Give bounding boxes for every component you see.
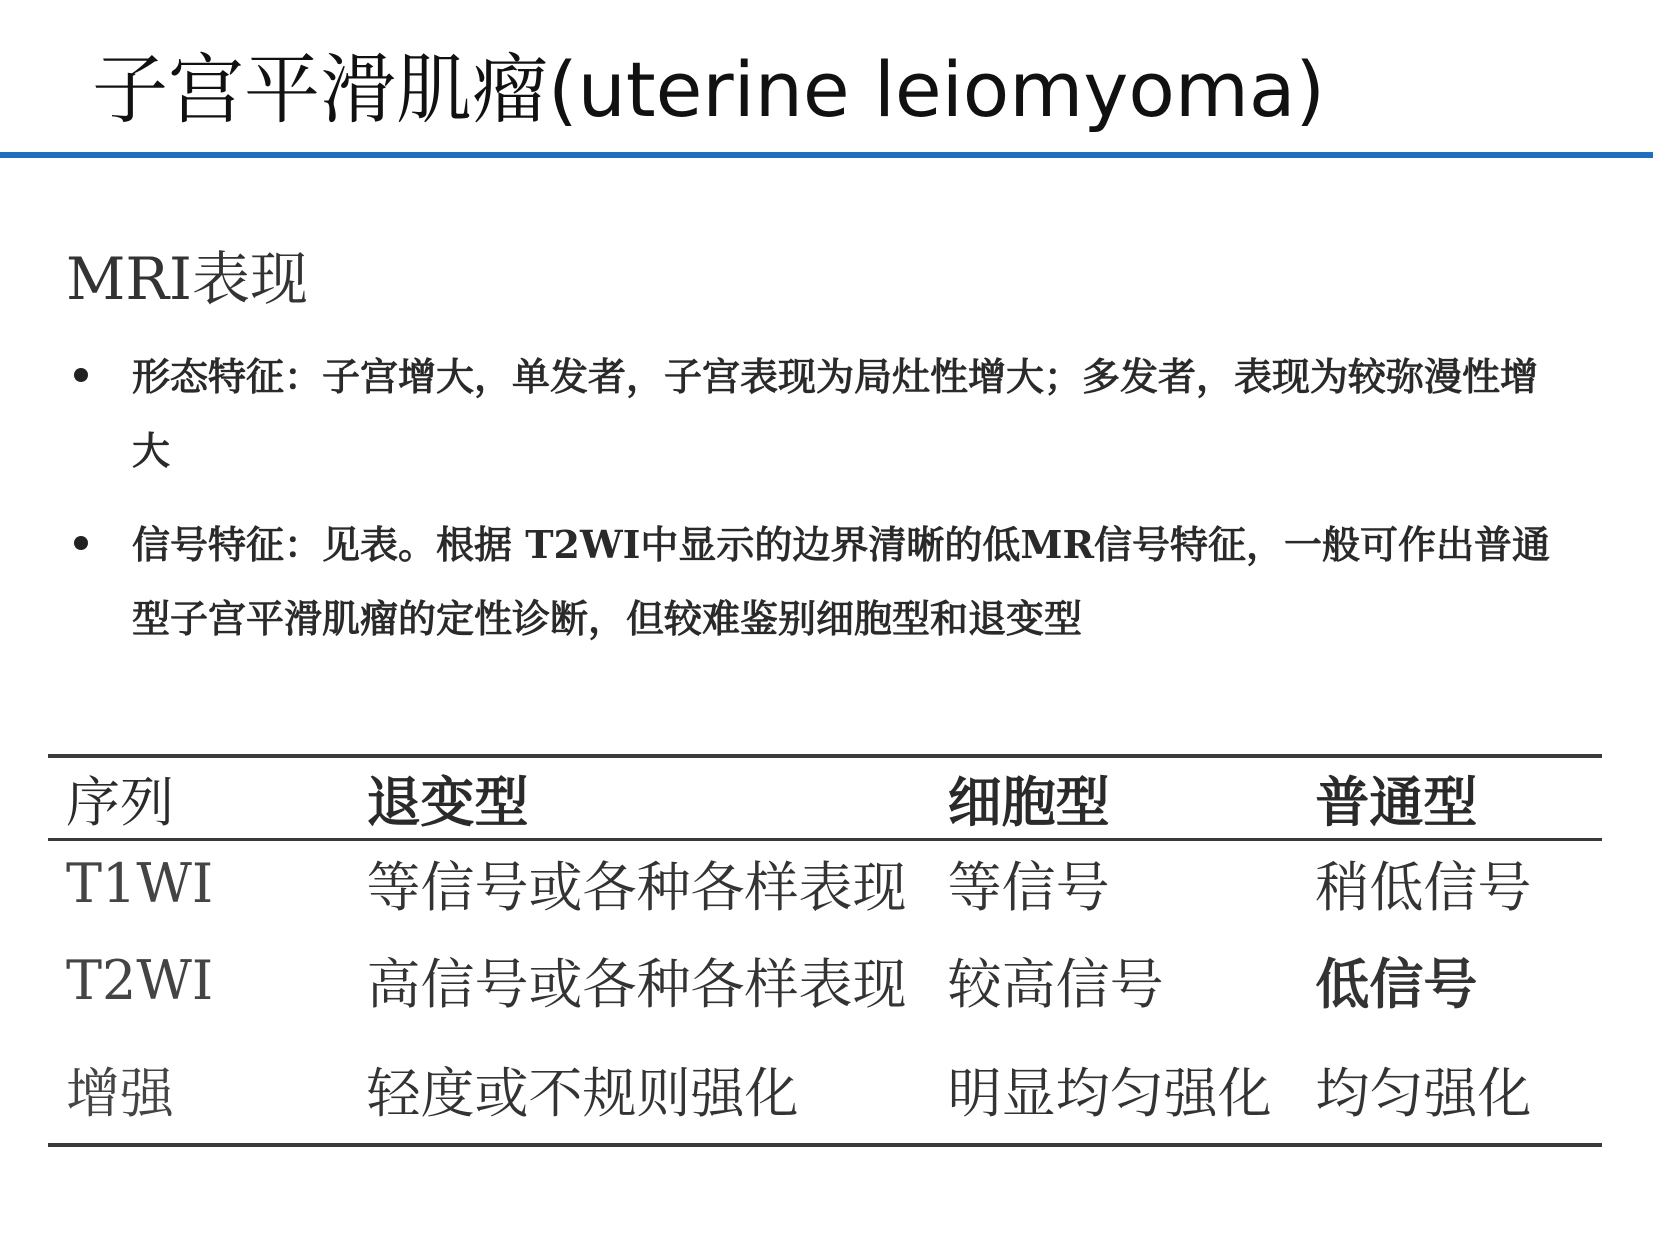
header-cell: 退变型 [366,770,529,834]
table-cell: 较高信号 [947,952,1164,1016]
mri-signal-table [48,754,1602,1147]
header-cell: 普通型 [1315,770,1478,834]
bullet-dot-icon [74,368,88,382]
table-cell: 稍低信号 [1315,855,1532,919]
title-divider [0,152,1653,158]
header-cell: 序列 [66,770,174,834]
header-cell: 细胞型 [947,770,1110,834]
bullet-text: 信号特征：见表。根据 T2WI中显示的边界清晰的低MR信号特征，一般可作出普通型子宫平滑肌瘤的定性诊断，但较难鉴别细胞型和退变型 [132,522,1551,641]
table-header-row [48,758,1602,838]
table-bottom-rule [48,1143,1602,1147]
table-cell: 增强 [66,1061,174,1125]
table-cell: T2WI [66,948,214,1012]
table-cell: 轻度或不规则强化 [366,1061,799,1125]
table-cell: T1WI [66,851,214,915]
table-cell: 等信号 [947,855,1110,919]
table-cell: 等信号或各种各样表现 [366,855,907,919]
table-cell: 高信号或各种各样表现 [366,952,907,1016]
bullet-item [66,508,1566,656]
section-heading: MRI表现 [66,245,308,313]
table-row [48,1035,1602,1143]
bullet-text: 形态特征：子宫增大，单发者，子宫表现为局灶性增大；多发者，表现为较弥漫性增大 [132,354,1539,473]
bullet-dot-icon [74,536,88,550]
bullet-list [66,340,1566,676]
table-cell: 低信号 [1315,952,1478,1016]
slide-title: 子宫平滑肌瘤(uterine leiomyoma) [92,45,1326,134]
table-row [48,925,1602,1035]
bullet-item [66,340,1566,488]
table-cell: 明显均匀强化 [947,1061,1272,1125]
table-cell: 均匀强化 [1315,1061,1532,1125]
table-row [48,841,1602,925]
